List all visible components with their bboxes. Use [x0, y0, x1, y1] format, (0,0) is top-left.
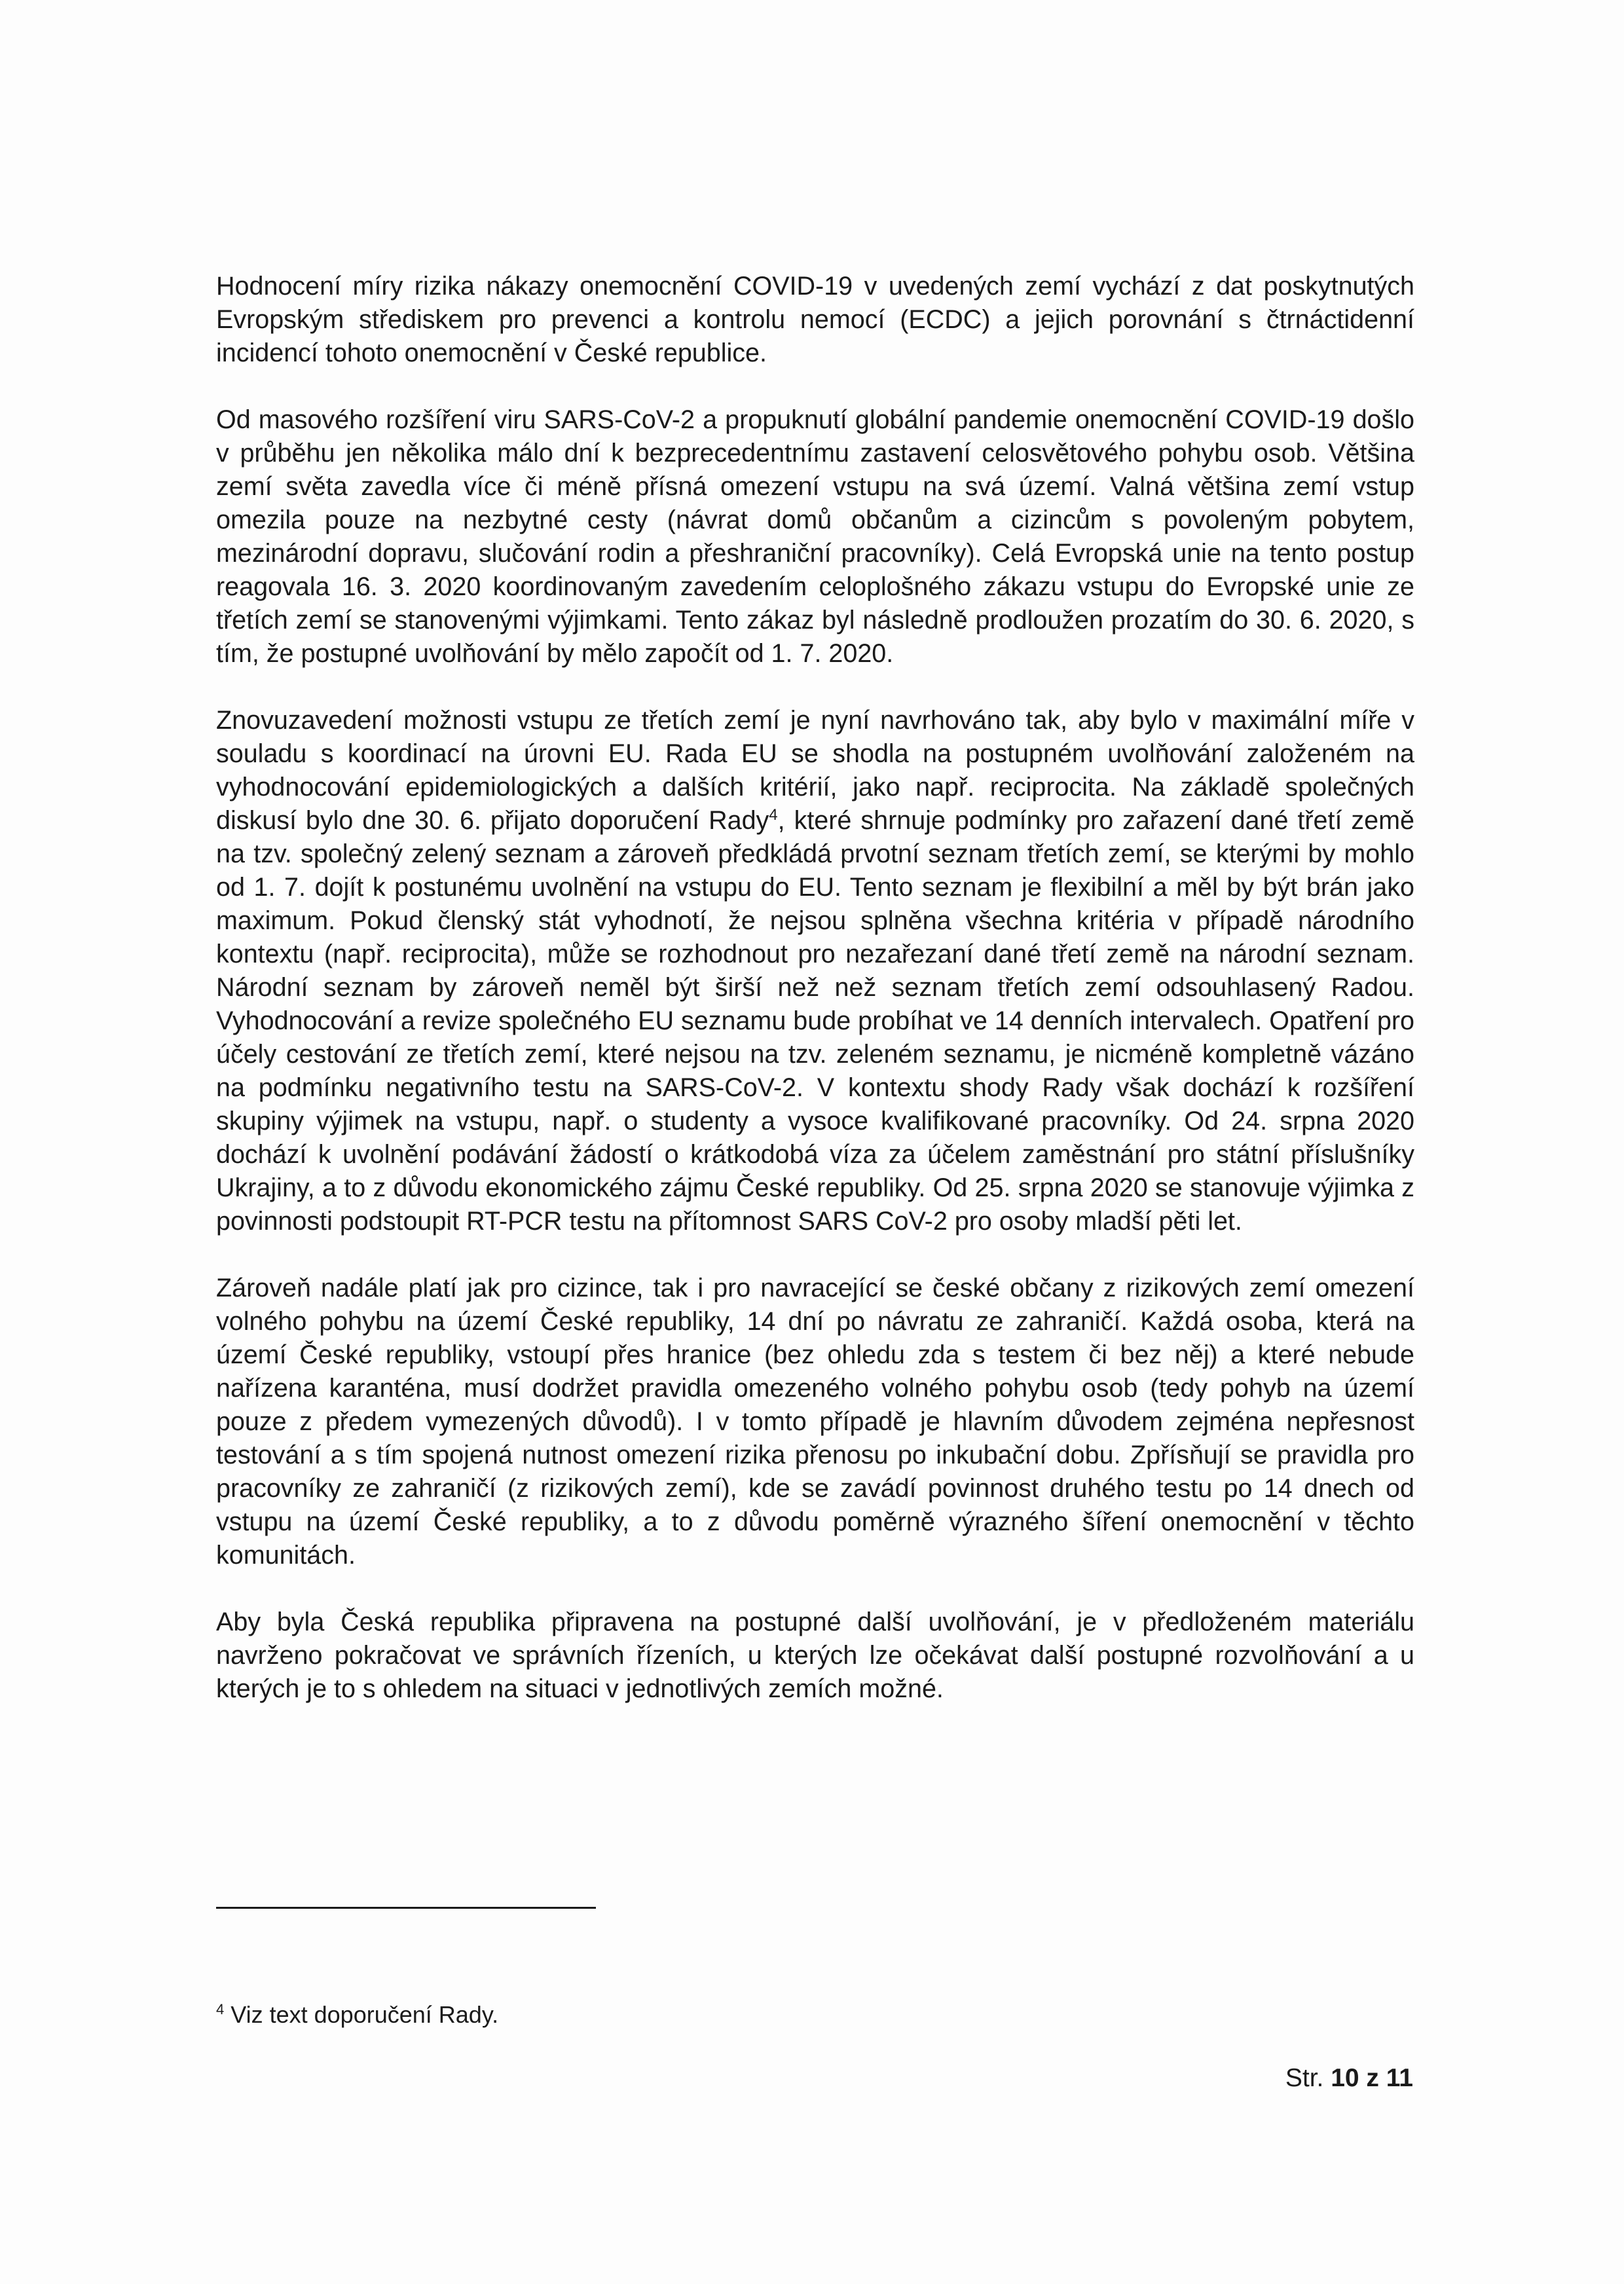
- page-number-current: 10: [1331, 2064, 1359, 2092]
- paragraph-text-before-footnote: Znovuzavedení možnosti vstupu ze třetích zemí je nyní navrhováno tak, aby bylo v maximální míře v souladu s koordinací na úrovni EU. Rada EU se shodla na postupném uvolňování založeném na vyhodnocování epidemiologických a dalších kritérií, jako např. reciprocita. Na základě společných diskusí bylo dne 30. 6. přijato doporučení Rady: [216, 706, 1414, 835]
- footnote-separator: [216, 1907, 596, 1909]
- body-text: [216, 270, 1414, 1739]
- footnote: [216, 2000, 498, 2029]
- paragraph-third-country-entry: [216, 704, 1414, 1238]
- footnote-marker: 4: [216, 2001, 225, 2017]
- page-number-total: 11: [1386, 2064, 1413, 2092]
- page-number-separator: z: [1359, 2064, 1386, 2092]
- paragraph-movement-restrictions: Zároveň nadále platí jak pro cizince, tak i pro navracející se české občany z rizikových zemí omezení volného pohybu na území České republiky, 14 dní po návratu ze zahraničí. Každá osoba, která na území České republiky, vstoupí přes hranice (bez ohledu zda s testem či bez něj) a které nebude nařízena karanténa, musí dodržet pravidla omezeného volného pohybu osob (tedy pohyb na území pouze z předem vymezených důvodů). I v tomto případě je hlavním důvodem zejména nepřesnost testování a s tím spojená nutnost omezení rizika přenosu po inkubační dobu. Zpřísňují se pravidla pro pracovníky ze zahraničí (z rizikových zemí), kde se zavádí povinnost druhého testu po 14 dnech od vstupu na území České republiky, a to z důvodu poměrně výrazného šíření onemocnění v těchto komunitách.: [216, 1274, 1414, 1570]
- footnote-reference: 4: [769, 805, 778, 824]
- paragraph-further-relaxation: Aby byla Česká republika připravena na postupné další uvolňování, je v předloženém materiálu navrženo pokračovat ve správních řízeních, u kterých lze očekávat další postupné rozvolňování a u kterých je to s ohledem na situaci v jednotlivých zemích možné.: [216, 1608, 1414, 1703]
- paragraph-risk-assessment: Hodnocení míry rizika nákazy onemocnění COVID-19 v uvedených zemí vychází z dat poskytnutých Evropským střediskem pro prevenci a kontrolu nemocí (ECDC) a jejich porovnání s čtrnáctidenní incidencí tohoto onemocnění v České republice.: [216, 272, 1414, 367]
- page-number-prefix: Str.: [1285, 2064, 1331, 2092]
- page-number: [1285, 2063, 1413, 2094]
- footnote-text: Viz text doporučení Rady.: [224, 2001, 499, 2028]
- paragraph-pandemic-travel-restrictions: Od masového rozšíření viru SARS-CoV-2 a propuknutí globální pandemie onemocnění COVID-19 došlo v průběhu jen několika málo dní k bezprecedentnímu zastavení celosvětového pohybu osob. Většina zemí světa zavedla více či méně přísná omezení vstupu na svá území. Valná většina zemí vstup omezila pouze na nezbytné cesty (návrat domů občanům a cizincům s povoleným pobytem, mezinárodní dopravu, slučování rodin a přeshraniční pracovníky). Celá Evropská unie na tento postup reagovala 16. 3. 2020 koordinovaným zavedením celoplošného zákazu vstupu do Evropské unie ze třetích zemí se stanovenými výjimkami. Tento zákaz byl následně prodloužen prozatím do 30. 6. 2020, s tím, že postupné uvolňování by mělo započít od 1. 7. 2020.: [216, 405, 1414, 668]
- paragraph-text-after-footnote: , které shrnuje podmínky pro zařazení dané třetí země na tzv. společný zelený seznam a zároveň předkládá prvotní seznam třetích zemí, se kterými by mohlo od 1. 7. dojít k postunému uvolnění na vstupu do EU. Tento seznam je flexibilní a měl by být brán jako maximum. Pokud členský stát vyhodnotí, že nejsou splněna všechna kritéria v případě národního kontextu (např. reciprocita), může se rozhodnout pro nezařezaní dané třetí země na národní seznam. Národní seznam by zároveň neměl být širší než než seznam třetích zemí odsouhlasený Radou. Vyhodnocování a revize společného EU seznamu bude probíhat ve 14 denních intervalech. Opatření pro účely cestování ze třetích zemí, které nejsou na tzv. zeleném seznamu, je nicméně kompletně vázáno na podmínku negativního testu na SARS-CoV-2. V kontextu shody Rady však dochází k rozšíření skupiny výjimek na vstupu, např. o studenty a vysoce kvalifikované pracovníky. Od 24. srpna 2020 dochází k uvolnění podávání žádostí o krátkodobá víza za účelem zaměstnání pro státní příslušníky Ukrajiny, a to z důvodu ekonomického zájmu České republiky. Od 25. srpna 2020 se stanovuje výjimka z povinnosti podstoupit RT-PCR testu na přítomnost SARS CoV-2 pro osoby mladší pěti let.: [216, 806, 1414, 1236]
